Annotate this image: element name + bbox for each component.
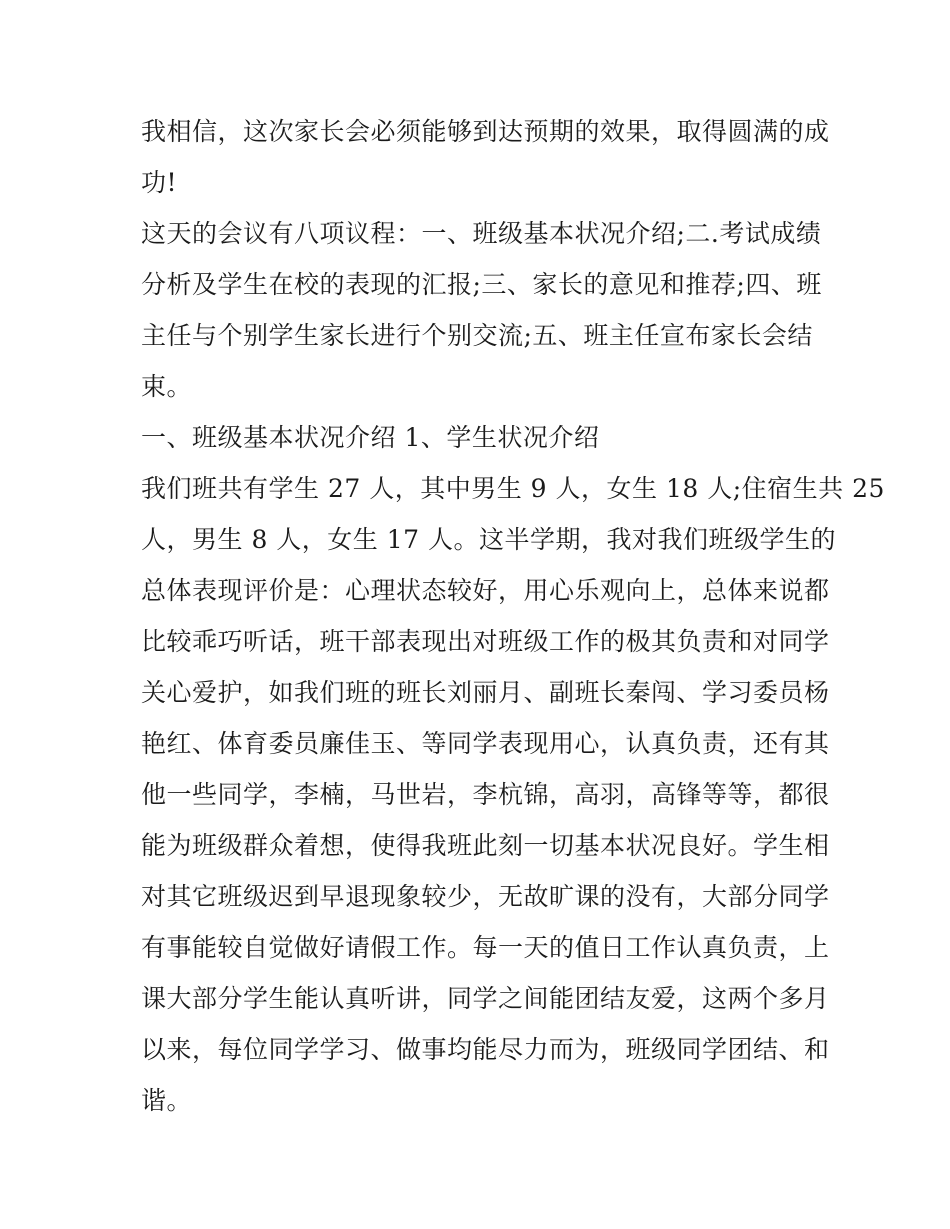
text-line-4: 分析及学生在校的表现的汇报;三、家长的意见和推荐;四、班 <box>141 270 822 299</box>
text-line-5: 主任与个别学生家长进行个别交流;五、班主任宣布家长会结 <box>141 321 813 350</box>
text-line-1: 我相信，这次家长会必须能够到达预期的效果，取得圆满的成 <box>141 117 830 146</box>
text-line-16: 对其它班级迟到早退现象较少，无故旷课的没有，大部分同学 <box>141 882 830 911</box>
text-line-13: 艳红、体育委员廉佳玉、等同学表现用心，认真负责，还有其 <box>141 729 830 758</box>
text-line-9: 人，男生 8 人，女生 17 人。这半学期，我对我们班级学生的 <box>141 525 837 554</box>
text-line-2: 功! <box>141 168 178 197</box>
text-line-3: 这天的会议有八项议程：一、班级基本状况介绍;二.考试成绩 <box>141 219 822 248</box>
text-line-12: 关心爱护，如我们班的班长刘丽月、副班长秦闯、学习委员杨 <box>141 678 830 707</box>
document-body <box>141 106 885 1126</box>
text-line-18: 课大部分学生能认真听讲，同学之间能团结友爱，这两个多月 <box>141 984 830 1013</box>
text-line-11: 比较乖巧听话，班干部表现出对班级工作的极其负责和对同学 <box>141 627 830 656</box>
text-line-10: 总体表现评价是：心理状态较好，用心乐观向上，总体来说都 <box>141 576 830 605</box>
text-line-20: 谐。 <box>141 1086 193 1115</box>
text-line-6: 束。 <box>141 372 193 401</box>
text-line-15: 能为班级群众着想，使得我班此刻一切基本状况良好。学生相 <box>141 831 830 860</box>
section-heading: 一、班级基本状况介绍 1、学生状况介绍 <box>141 423 600 452</box>
text-line-17: 有事能较自觉做好请假工作。每一天的值日工作认真负责，上 <box>141 933 830 962</box>
text-line-8: 我们班共有学生 27 人，其中男生 9 人，女生 18 人;住宿生共 25 <box>141 474 885 503</box>
text-line-14: 他一些同学，李楠，马世岩，李杭锦，高羽，高锋等等，都很 <box>141 780 830 809</box>
text-line-19: 以来，每位同学学习、做事均能尽力而为，班级同学团结、和 <box>141 1035 830 1064</box>
